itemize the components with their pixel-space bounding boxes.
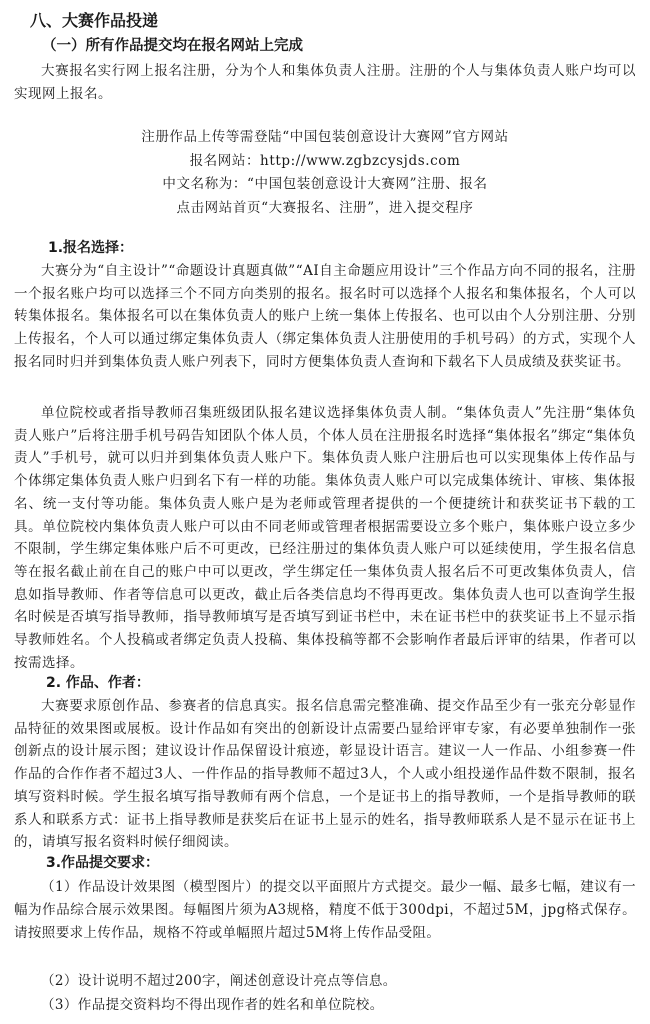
- subsection-title: （一）所有作品提交均在报名网站上完成: [42, 38, 303, 54]
- website-info: [0, 126, 650, 220]
- works-authors-heading: 2. 作品、作者：: [46, 675, 150, 691]
- submission-item-3: （3）作品提交资料均不得出现作者的姓名和单位院校。: [41, 997, 384, 1013]
- submission-heading: 3.作品提交要求：: [46, 855, 160, 871]
- intro-paragraph: 大赛报名实行网上报名注册，分为个人和集体负责人注册。注册的个人与集体负责人账户均可以实现网上报名。: [14, 63, 636, 102]
- registration-paragraph-2: 单位院校或者指导教师召集班级团队报名建议选择集体负责人制。“集体负责人”先注册“集体负责人账户”后将注册手机号码告知团队个体人员，个体人员在注册报名时选择“集体报名”绑定“集体负责人”手机号，就可以归并到集体负责人账户下。集体负责人账户注册后也可以实现集体上传作品与个体绑定集体负责人账户归到名下有一样的功能。集体负责人账户可以完成集体统计、审核、集体报名、统一支付等功能。集体负责人账户是为老师或管理者提供的一个便捷统计和获奖证书下载的工具。单位院校内集体负责人账户可以由不同老师或管理者根据需要设立多个账户，集体账户设立多少不限制，学生绑定集体账户后不可更改，已经注册过的集体负责人账户可以延续使用，学生报名信息等在报名截止前在自己的账户中可以更改，学生绑定任一集体负责人报名后不可更改集体负责人，信息如指导教师、作者等信息可以更改，截止后各类信息均不得再更改。集体负责人也可以查询学生报名时候是否填写指导教师，指导教师填写是否填写到证书栏中，未在证书栏中的获奖证书上不显示指导教师姓名。个人投稿或者绑定负责人投稿、集体投稿等都不会影响作者最后评审的结果，作者可以按需选择。: [14, 405, 636, 671]
- website-info-line: 中文名称为：“中国包装创意设计大赛网”注册、报名: [162, 176, 488, 192]
- section-title: 八、大赛作品投递: [30, 11, 159, 30]
- submission-item-1: （1）作品设计效果图（模型图片）的提交以平面照片方式提交。最少一幅、最多七幅，建议有一幅为作品综合展示效果图。每幅图片须为A3规格，精度不低于300dpi，不超过5M，jpg格式保存。请按照要求上传作品，规格不符或单幅照片超过5M将上传作品受阻。: [14, 879, 636, 941]
- website-url-line: 报名网站：http://www.zgbzcysjds.com: [189, 152, 461, 169]
- registration-heading: 1.报名选择：: [48, 240, 134, 256]
- registration-paragraph-1: 大赛分为“自主设计”“命题设计真题真做”“AI自主命题应用设计”三个作品方向不同的报名，注册一个报名账户均可以选择三个不同方向类别的报名。报名时可以选择个人报名和集体报名，个人可以转集体报名。集体报名可以在集体负责人的账户上统一集体上传报名、也可以由个人分别注册、分别上传报名，个人可以通过绑定集体负责人（绑定集体负责人注册使用的手机号码）的方式，实现个人报名同时归并到集体负责人账户列表下，同时方便集体负责人查询和下载名下人员成绩及获奖证书。: [14, 263, 636, 370]
- works-authors-paragraph: 大赛要求原创作品、参赛者的信息真实。报名信息需完整准确、提交作品至少有一张充分彰显作品特征的效果图或展板。设计作品如有突出的创新设计点需要凸显给评审专家，有必要单独制作一张创新点的设计展示图；建议设计作品保留设计痕迹，彰显设计语言。建议一人一作品、小组参赛一件作品的合作作者不超过3人、一件作品的指导教师不超过3人，个人或小组投递作品件数不限制，报名填写资料时候。学生报名填写指导教师有两个信息，一个是证书上的指导教师，一个是指导教师的联系人和联系方式：证书上指导教师是获奖后在证书上显示的姓名，指导教师联系人是不显示在证书上的，请填写报名资料时候仔细阅读。: [14, 698, 636, 851]
- website-info-line: 点击网站首页“大赛报名、注册”，进入提交程序: [176, 199, 474, 216]
- website-info-line: 注册作品上传等需登陆“中国包装创意设计大赛网”官方网站: [141, 129, 509, 145]
- submission-item-2: （2）设计说明不超过200字，阐述创意设计亮点等信息。: [41, 973, 397, 989]
